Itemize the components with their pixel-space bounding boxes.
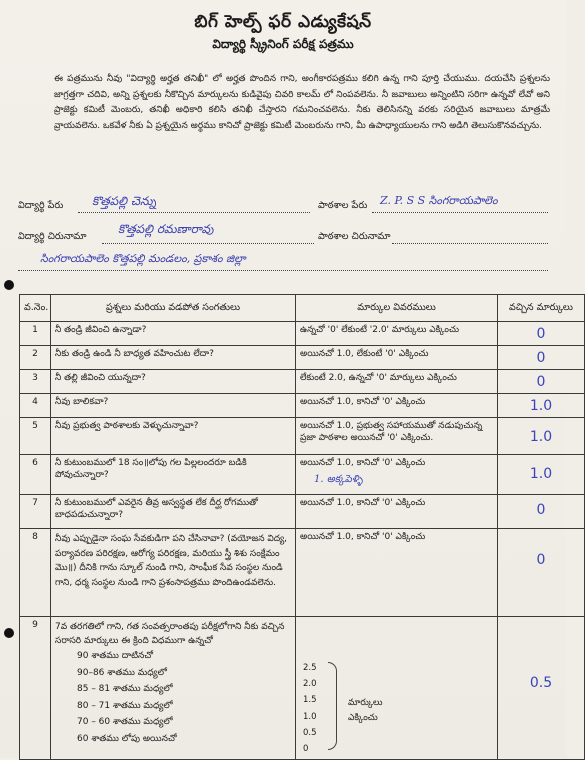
table-row [20, 394, 585, 418]
score-value: 1.0 [529, 466, 553, 482]
student-name-line [78, 212, 310, 213]
score-value: 0 [536, 326, 546, 342]
marks-details: అయినచో 1.0, కానిచో '0' ఎక్కించు [296, 529, 498, 617]
score-value: 0 [536, 374, 546, 390]
screening-questions-table [19, 294, 585, 760]
row-number: 5 [20, 418, 51, 455]
marks-details-cell [296, 455, 498, 495]
score-value: 0 [536, 552, 546, 568]
percentage-bands [55, 648, 291, 747]
col-question-header: ప్రశ్నలు మరియు వడపోత సంగతులు [51, 295, 296, 322]
marks-details: అయినచో 1.0, లేకుంటే '0' ఎక్కించు [296, 346, 498, 370]
band-item: 90–86 శాతము మధ్యలో [77, 667, 167, 678]
handwritten-note: 1. అక్కపెళ్ళి [314, 474, 363, 485]
row-number: 4 [20, 394, 51, 418]
table-row [20, 346, 585, 370]
marks-details-cell [296, 617, 498, 760]
score-cell[interactable] [498, 418, 585, 455]
row-number: 7 [20, 495, 51, 529]
question-text: నీ తల్లి జీవించి యున్నదా? [51, 370, 296, 394]
table-row [20, 617, 585, 760]
student-name-value[interactable]: కొత్తపల్లి చెన్ను [92, 194, 157, 208]
marks-details: అయినచో 1.0, కానిచో '0' ఎక్కించు [296, 394, 498, 418]
score-value: 1.0 [529, 398, 553, 414]
punch-hole [4, 280, 14, 290]
student-address-label: విద్యార్థి చిరునామా [18, 231, 87, 242]
row-number: 3 [20, 370, 51, 394]
score-cell[interactable] [498, 370, 585, 394]
score-cell[interactable] [498, 394, 585, 418]
col-marks-details-header: మార్కుల వివరములు [296, 295, 498, 322]
marks-details: అయినచో 1.0, కానిచో '0' ఎక్కించు [300, 458, 426, 468]
band-mark: 0 [303, 744, 309, 755]
score-cell[interactable] [498, 322, 585, 346]
score-value: 0 [536, 502, 546, 518]
school-name-line [372, 212, 548, 213]
student-name-label: విద్యార్థి పేరు [18, 200, 64, 211]
table-row [20, 418, 585, 455]
table-row [20, 322, 585, 346]
form-subtitle: విద్యార్థి స్క్రీనింగ్ పరీక్ష పత్రము [212, 37, 354, 51]
student-address-line [102, 243, 314, 244]
marks-details: లేకుంటే 2.0, ఉన్నచో '0' మార్కులు ఎక్కించు [296, 370, 498, 394]
address-line-2-value[interactable]: సింగరాయపాలెం కొత్తపల్లి మండలం, ప్రకాశం జిల్లా [40, 252, 246, 265]
question-text: నీ కుటుంబములో ఎవరైన తీవ్ర అస్వస్థత లేక దీర్ఘ రోగముతో బాధపడుచున్నారా? [51, 495, 296, 529]
school-address-line [392, 243, 548, 244]
student-address-value[interactable]: కొత్తపల్లి రమణారావు [118, 222, 214, 236]
band-item: 80 – 71 శాతము మధ్యలో [77, 700, 173, 711]
question-text: నీ తండ్రి జీవించి ఉన్నాడా? [51, 322, 296, 346]
form-title: బిగ్ హెల్ప్ ఫర్ ఎడ్యుకేషన్ [194, 12, 372, 32]
band-mark: 0.5 [303, 727, 317, 738]
question-text-cell [51, 617, 296, 760]
band-mark: 1.5 [303, 695, 317, 706]
band-item: 70 – 60 శాతము మధ్యలో [77, 717, 173, 727]
col-marks-obtained-header: వచ్చిన మార్కులు [498, 295, 585, 322]
score-value: 0.5 [529, 675, 553, 691]
row-number: 1 [20, 322, 51, 346]
question-text: నీవు బాలికవా? [51, 394, 296, 418]
question-text: 7వ తరగతిలో గాని, గత సంవత్సరాంతపు పరీక్షలోగాని నీకు వచ్చిన సరాసరి మార్కులు ఈ క్రింది విధముగా ఉన్నచో [55, 622, 285, 646]
score-cell[interactable] [498, 495, 585, 529]
score-value: 0 [536, 350, 546, 366]
table-header-row [20, 295, 585, 322]
band-item: 60 శాతము లోపు అయినచో [77, 733, 177, 744]
table-row [20, 529, 585, 617]
question-text: నీకు తండ్రి ఉండి నీ బాధ్యత వహించుట లేదా? [51, 346, 296, 370]
table-row [20, 455, 585, 495]
band-mark: 2.0 [303, 679, 317, 690]
question-text: నీవు ఎప్పుడైనా సంఘ సేవకుడిగా పని చేసినావా? (వయోజన విద్య, పర్యావరణ పరిరక్షణ, ఆరోగ్య పరిరక్షణ, మరియు స్త్రీ శిశు సంక్షేమం మొ॥) దీనికి గాను స్కూల్ నుండి గాని, సాంఘీక సేవ సంస్థల నుండి గాని, ధర్మ సంస్థల నుండి గాని ప్రశంసాపత్రము పొందిఉండవలెను. [51, 529, 296, 617]
score-cell[interactable] [498, 346, 585, 370]
question-text: నీవు ప్రభుత్వ పాఠశాలకు వెళ్ళుచున్నావా? [51, 418, 296, 455]
row-number: 6 [20, 455, 51, 495]
band-marks [303, 660, 317, 757]
score-cell[interactable] [498, 617, 585, 760]
score-cell[interactable] [498, 455, 585, 495]
band-item: 85 – 81 శాతము మధ్యలో [77, 684, 173, 694]
marks-details: అయినచో 1.0, కానిచో '0' ఎక్కించు [296, 495, 498, 529]
punch-hole [4, 628, 14, 638]
instructions-paragraph: ఈ పత్రమును నీవు "విద్యార్థి అర్హత తనిఖీ" లో అర్హత పొందిన గాని, అంగీకారపత్రము కలిగి ఉన్న గాని పూర్తి చేయుము. దయచేసి ప్రశ్నలను జాగ్రత్తగా చదివి, అన్ని ప్రశ్నలకు నీకొచ్చిన మార్కులను కుడివైపు చివరి కాలమ్ లో నింపవలెను. నీ జవాబులు అన్నింటిని సరిగా ఉన్నవో లేవో అని ప్రాజెక్టు కమిటీ మెంబరు, తనిఖీ అధికారి కలిసి తనిఖీ చేస్తారని గమనించవలెను. నీకు తెలిసినన్ని వరకు సరియైన జవాబులు మాత్రమే వ్రాయవలెను. ఒకవేళ నీకు ఏ ప్రశ్నయైన అర్థము కానిచో ప్రాజెక్టు కమిటీ మెంబరును గాని, మీ ఉపాధ్యాయులను గాని అడిగి తెలుసుకొనవచ్చును. [54, 74, 550, 131]
marks-details: అయినచో 1.0, ప్రభుత్వ సహాయముతో నడుపుచున్న ప్రజా పాఠశాల అయినచో '0' ఎక్కించు. [296, 418, 498, 455]
question-text: నీ కుటుంబములో 18 సం॥లోపు గల పిల్లలందరూ బడికి పోవుచున్నారా? [51, 455, 296, 495]
brace [328, 662, 337, 750]
row-number: 9 [20, 617, 51, 760]
row-number: 2 [20, 346, 51, 370]
school-name-label: పాఠశాల పేరు [318, 200, 368, 211]
marks-details: ఉన్నచో '0' లేకుంటే '2.0' మార్కులు ఎక్కించు [296, 322, 498, 346]
table-row [20, 370, 585, 394]
score-cell[interactable] [498, 529, 585, 617]
band-mark: 1.0 [303, 711, 317, 722]
school-name-value[interactable]: Z. P. S S సింగరాయపాలెం [380, 194, 498, 207]
school-address-label: పాఠశాల చిరునామా [318, 231, 391, 242]
band-mark: 2.5 [303, 663, 317, 673]
band-item: 90 శాతము దాటినచో [77, 651, 154, 661]
table-row [20, 495, 585, 529]
score-value: 1.0 [529, 429, 553, 445]
col-serial-header: వ.నెం. [20, 295, 51, 322]
address-line-2 [18, 270, 548, 271]
row-number: 8 [20, 529, 51, 617]
band-marks-label: మార్కులు ఎక్కించు [348, 698, 383, 723]
